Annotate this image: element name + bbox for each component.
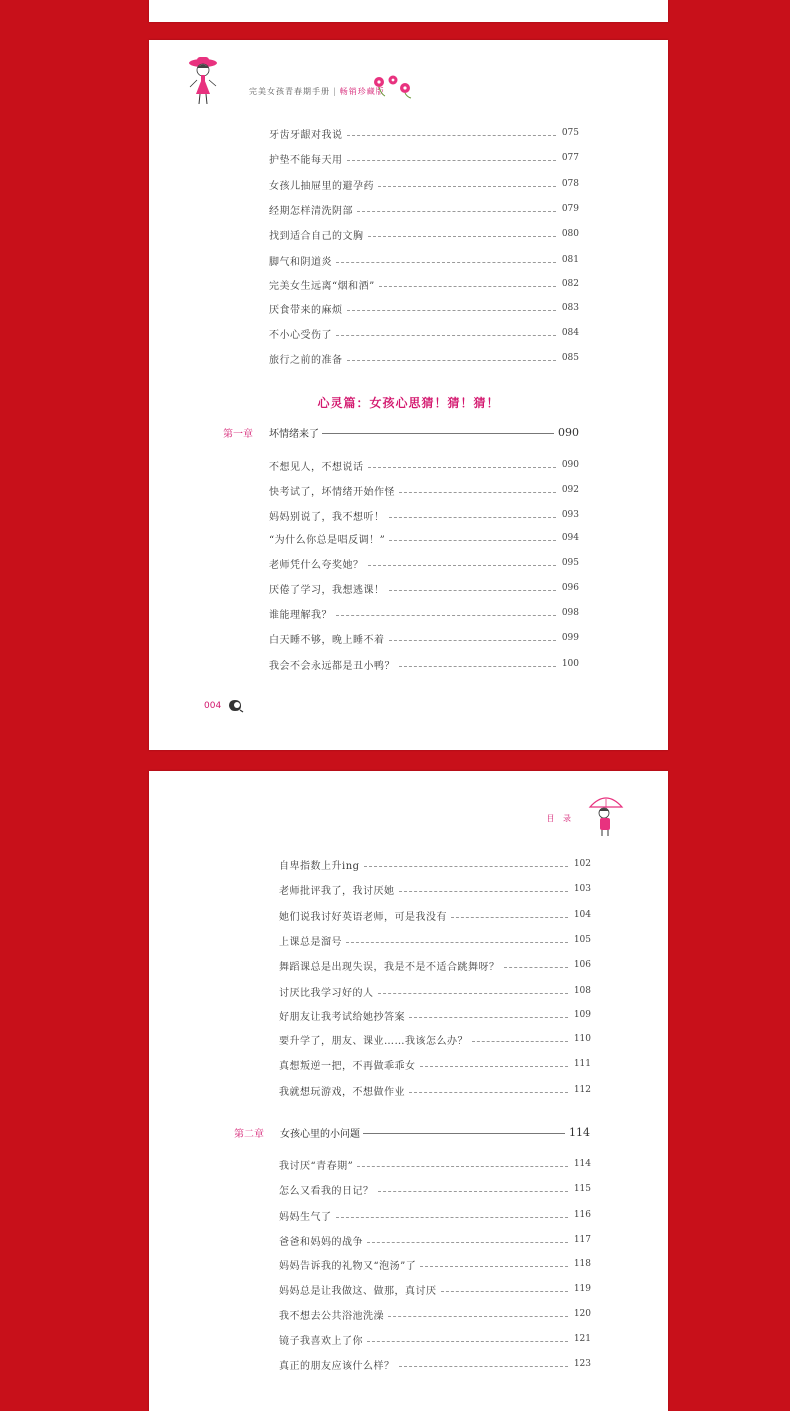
toc-entry[interactable] <box>269 458 579 472</box>
entry-page: 109 <box>573 1010 591 1020</box>
leader-line <box>322 433 554 434</box>
leader-dots <box>389 540 556 541</box>
toc-entry[interactable] <box>279 933 591 947</box>
entry-title: 镜子我喜欢上了你 <box>279 1335 363 1347</box>
entry-page: 115 <box>573 1184 591 1194</box>
entry-title: 找到适合自己的文胸 <box>269 230 364 242</box>
leader-dots <box>399 891 569 892</box>
entry-title: 不小心受伤了 <box>269 329 332 341</box>
chapter-title: 女孩心里的小问题 <box>280 1128 360 1140</box>
entry-title: 怎么又看我的日记？ <box>279 1185 374 1197</box>
toc-entry[interactable] <box>269 151 579 165</box>
toc-entry[interactable] <box>279 1257 591 1271</box>
entry-title: 妈妈生气了 <box>279 1211 332 1223</box>
leader-dots <box>379 286 556 287</box>
entry-page: 114 <box>573 1159 591 1169</box>
leader-line <box>363 1133 565 1134</box>
entry-title: “为什么你总是唱反调！” <box>269 534 386 546</box>
entry-title: 厌倦了学习，我想逃课！ <box>269 584 385 596</box>
entry-page: 105 <box>573 935 591 945</box>
leader-dots <box>409 1017 568 1018</box>
toc-entry[interactable] <box>279 984 591 998</box>
entry-page: 078 <box>561 179 579 189</box>
chapter-heading[interactable] <box>234 1124 590 1140</box>
entry-page: 123 <box>573 1359 591 1369</box>
leader-dots <box>336 335 556 336</box>
entry-title: 快考试了，坏情绪开始作怪 <box>269 486 395 498</box>
entry-page: 108 <box>573 986 591 996</box>
flowers-icon <box>371 74 417 100</box>
leader-dots <box>472 1041 568 1042</box>
part-heading: 心灵篇：女孩心思猜！猜！猜！ <box>317 396 500 410</box>
toc-entry[interactable] <box>279 1032 591 1046</box>
entry-page: 106 <box>573 960 591 970</box>
entry-title: 我就想玩游戏，不想做作业 <box>279 1086 405 1098</box>
leader-dots <box>368 236 557 237</box>
entry-title: 讨厌比我学习好的人 <box>279 987 374 999</box>
toc-entry[interactable] <box>269 581 579 595</box>
toc-entry[interactable] <box>269 177 579 191</box>
entry-page: 117 <box>573 1235 591 1245</box>
entry-page: 079 <box>561 204 579 214</box>
leader-dots <box>409 1092 568 1093</box>
entry-title: 经期怎样清洗阴部 <box>269 205 353 217</box>
toc-entry[interactable] <box>269 657 579 671</box>
leader-dots <box>451 917 568 918</box>
entry-title: 白天睡不够，晚上睡不着 <box>269 634 385 646</box>
entry-page: 112 <box>573 1085 591 1095</box>
leader-dots <box>367 1341 568 1342</box>
entry-title: 不想见人，不想说话 <box>269 461 364 473</box>
entry-title: 好朋友让我考试给她抄答案 <box>279 1011 405 1023</box>
entry-title: 脚气和阴道炎 <box>269 256 332 268</box>
leader-dots <box>336 615 556 616</box>
toc-entry[interactable] <box>279 1008 591 1022</box>
edition-label: 畅销珍藏版 <box>339 87 385 96</box>
toc-page-left <box>149 40 668 750</box>
toc-entry[interactable] <box>279 1057 591 1071</box>
entry-title: 真想叛逆一把，不再做乖乖女 <box>279 1060 416 1072</box>
toc-entry[interactable] <box>279 958 591 972</box>
toc-entry[interactable] <box>269 277 579 291</box>
title-separator: | <box>333 87 337 96</box>
leader-dots <box>364 866 568 867</box>
toc-entry[interactable] <box>279 1182 591 1196</box>
toc-entry[interactable] <box>269 301 579 315</box>
entry-title: 厌食带来的麻烦 <box>269 304 343 316</box>
girl-profile-icon <box>226 699 244 713</box>
toc-page-right <box>149 771 668 1411</box>
entry-page: 116 <box>573 1210 591 1220</box>
leader-dots <box>368 565 557 566</box>
entry-page: 103 <box>573 884 591 894</box>
toc-entry[interactable] <box>279 1282 591 1296</box>
entry-title: 旅行之前的准备 <box>269 354 343 366</box>
toc-entry[interactable] <box>279 1157 591 1171</box>
leader-dots <box>389 590 557 591</box>
leader-dots <box>420 1266 568 1267</box>
entry-page: 098 <box>561 608 579 618</box>
entry-page: 102 <box>573 859 591 869</box>
chapter-heading[interactable] <box>223 424 579 440</box>
entry-title: 妈妈总是让我做这、做那，真讨厌 <box>279 1285 437 1297</box>
entry-page: 096 <box>561 583 579 593</box>
entry-title: 真正的朋友应该什么样？ <box>279 1360 395 1372</box>
entry-title: 牙齿牙龈对我说 <box>269 129 343 141</box>
entry-page: 095 <box>561 558 579 568</box>
entry-title: 上课总是溜号 <box>279 936 342 948</box>
entry-title: 她们说我讨好英语老师，可是我没有 <box>279 911 447 923</box>
toc-entry[interactable] <box>279 1332 591 1346</box>
leader-dots <box>504 967 569 968</box>
leader-dots <box>389 517 557 518</box>
toc-entry[interactable] <box>279 857 591 871</box>
toc-entry[interactable] <box>269 556 579 570</box>
leader-dots <box>336 1217 569 1218</box>
leader-dots <box>420 1066 569 1067</box>
toc-entry[interactable] <box>279 1208 591 1222</box>
entry-page: 083 <box>561 303 579 313</box>
toc-entry[interactable] <box>269 253 579 267</box>
toc-entry[interactable] <box>279 908 591 922</box>
leader-dots <box>347 360 557 361</box>
toc-entry[interactable] <box>269 508 579 522</box>
chapter-title: 坏情绪来了 <box>269 428 319 440</box>
toc-entry[interactable] <box>269 531 579 545</box>
entry-title: 我会不会永远都是丑小鸭？ <box>269 660 395 672</box>
leader-dots <box>346 942 568 943</box>
toc-entry[interactable] <box>269 606 579 620</box>
leader-dots <box>399 492 556 493</box>
entry-title: 妈妈别说了，我不想听！ <box>269 511 385 523</box>
entry-title: 老师批评我了，我讨厌她 <box>279 885 395 897</box>
chapter-page: 090 <box>558 425 579 439</box>
leader-dots <box>388 1316 568 1317</box>
entry-title: 妈妈告诉我的礼物又“泡汤”了 <box>279 1260 417 1272</box>
entry-page: 118 <box>573 1259 591 1269</box>
toc-entry[interactable] <box>269 351 579 365</box>
entry-page: 104 <box>573 910 591 920</box>
leader-dots <box>347 135 557 136</box>
entry-page: 099 <box>561 633 579 643</box>
entry-page: 094 <box>561 533 579 543</box>
entry-title: 自卑指数上升ing <box>279 860 360 872</box>
toc-entry[interactable] <box>269 483 579 497</box>
entry-title: 护垫不能每天用 <box>269 154 343 166</box>
book-title-text: 完美女孩青春期手册 <box>249 87 330 96</box>
leader-dots <box>347 310 557 311</box>
toc-entry[interactable] <box>269 326 579 340</box>
entry-title: 谁能理解我？ <box>269 609 332 621</box>
toc-entry[interactable] <box>279 882 591 896</box>
entry-page: 093 <box>561 510 579 520</box>
leader-dots <box>378 186 556 187</box>
entry-page: 080 <box>561 229 579 239</box>
toc-entry[interactable] <box>279 1083 591 1097</box>
leader-dots <box>347 160 557 161</box>
leader-dots <box>441 1291 569 1292</box>
entry-title: 老师凭什么夸奖她？ <box>269 559 364 571</box>
page-folio <box>204 699 244 713</box>
book-title <box>249 86 385 97</box>
entry-page: 082 <box>561 279 579 289</box>
entry-page: 120 <box>573 1309 591 1319</box>
leader-dots <box>357 211 556 212</box>
girl-illustration-icon <box>185 54 225 110</box>
chapter-number: 第二章 <box>234 1128 264 1140</box>
page-header <box>522 791 632 841</box>
entry-page: 081 <box>561 255 579 265</box>
entry-title: 女孩儿抽屉里的避孕药 <box>269 180 374 192</box>
leader-dots <box>336 262 556 263</box>
entry-page: 119 <box>573 1284 591 1294</box>
entry-page: 111 <box>573 1059 591 1069</box>
contents-label: 目 录 <box>546 814 574 823</box>
entry-page: 084 <box>561 328 579 338</box>
toc-entry[interactable] <box>279 1307 591 1321</box>
entry-page: 077 <box>561 153 579 163</box>
entry-page: 121 <box>573 1334 591 1344</box>
entry-title: 舞蹈课总是出现失误，我是不是不适合跳舞呀？ <box>279 961 500 973</box>
leader-dots <box>389 640 557 641</box>
leader-dots <box>357 1166 568 1167</box>
toc-entry[interactable] <box>279 1357 591 1371</box>
previous-page-edge <box>149 0 668 22</box>
leader-dots <box>399 666 556 667</box>
toc-entry[interactable] <box>269 202 579 216</box>
entry-page: 100 <box>561 659 579 669</box>
entry-title: 我不想去公共浴池洗澡 <box>279 1310 384 1322</box>
leader-dots <box>368 467 557 468</box>
leader-dots <box>367 1242 568 1243</box>
girl-umbrella-icon <box>584 791 628 837</box>
entry-page: 090 <box>561 460 579 470</box>
entry-title: 要升学了，朋友、课业……我该怎么办？ <box>279 1035 468 1047</box>
entry-title: 爸爸和妈妈的战争 <box>279 1236 363 1248</box>
chapter-page: 114 <box>569 1125 590 1139</box>
leader-dots <box>399 1366 569 1367</box>
leader-dots <box>378 1191 569 1192</box>
toc-entry[interactable] <box>269 227 579 241</box>
leader-dots <box>378 993 569 994</box>
toc-entry[interactable] <box>269 631 579 645</box>
entry-page: 085 <box>561 353 579 363</box>
entry-page: 110 <box>573 1034 591 1044</box>
page-header <box>185 54 415 114</box>
page-number: 004 <box>204 701 222 711</box>
toc-entry[interactable] <box>279 1233 591 1247</box>
entry-page: 075 <box>561 128 579 138</box>
entry-page: 092 <box>561 485 579 495</box>
toc-entry[interactable] <box>269 126 579 140</box>
entry-title: 我讨厌“青春期” <box>279 1160 354 1172</box>
chapter-number: 第一章 <box>223 428 253 440</box>
entry-title: 完美女生远离“烟和酒” <box>269 280 375 292</box>
